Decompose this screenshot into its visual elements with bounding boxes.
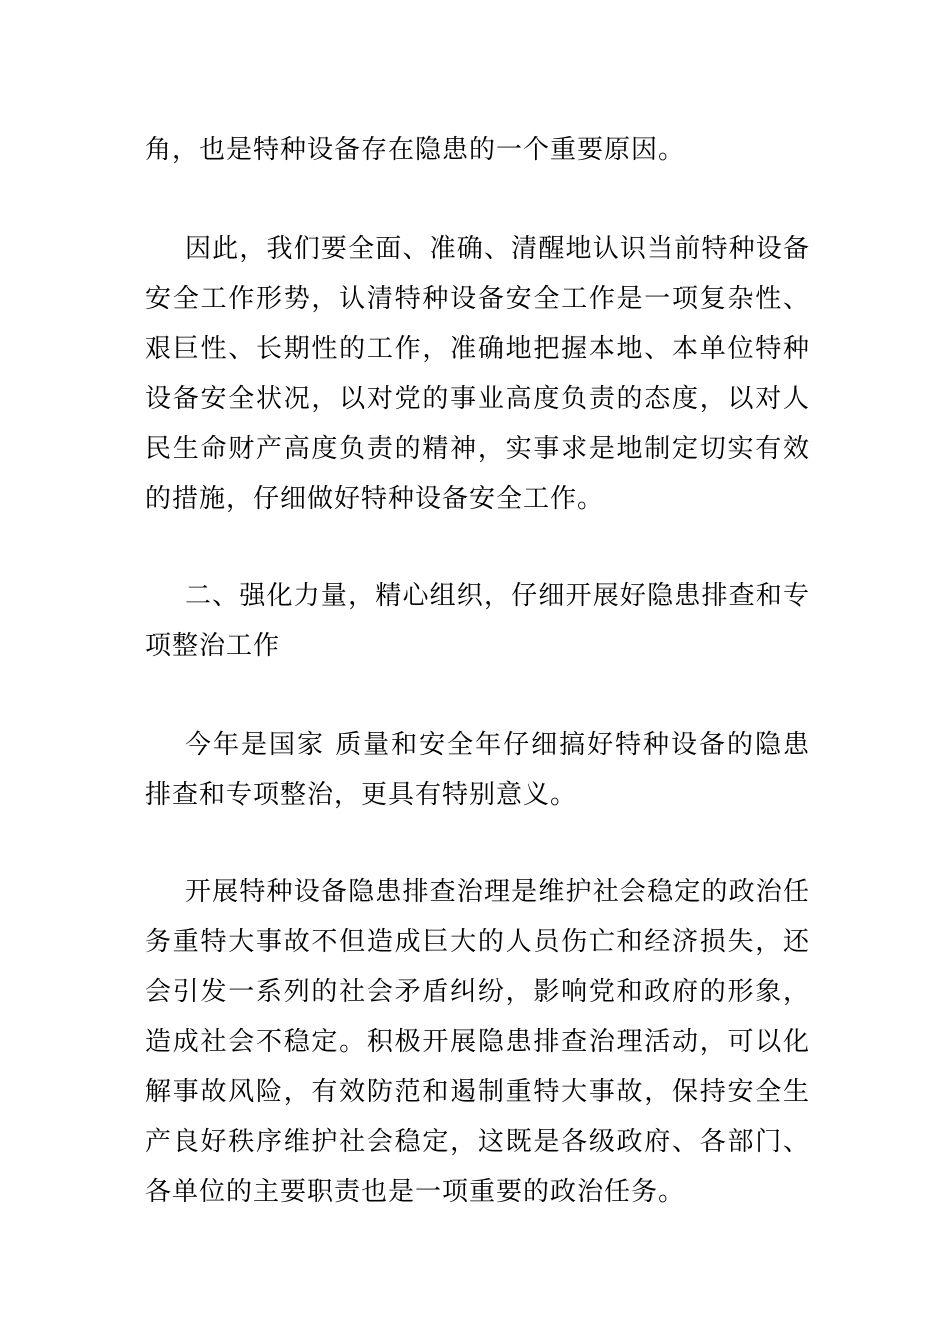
section-heading-two: 二、强化力量，精心组织，仔细开展好隐患排查和专项整治工作 <box>145 581 810 661</box>
paragraph-quality-safety-year: 今年是国家 质量和安全年仔细搞好特种设备的隐患排查和专项整治，更具有特别意义。 <box>145 730 810 810</box>
paragraph-situation-awareness: 因此，我们要全面、准确、清醒地认识当前特种设备安全工作形势，认清特种设备安全工作是一项复杂性、艰巨性、长期性的工作，准确地把握本地、本单位特种设备安全状况，以对党的事业高度负责的态度，以对人民生命财产高度负责的精神，实事求是地制定切实有效的措施，仔细做好特种设备安全工作。 <box>145 234 810 514</box>
paragraph-hazard-investigation: 开展特种设备隐患排查治理是维护社会稳定的政治任务重特大事故不但造成巨大的人员伤亡和经济损失，还会引发一系列的社会矛盾纠纷，影响党和政府的形象，造成社会不稳定。积极开展隐患排查治理活动，可以化解事故风险，有效防范和遏制重特大事故，保持安全生产良好秩序维护社会稳定，这既是各级政府、各部门、各单位的主要职责也是一项重要的政治任务。 <box>145 877 810 1207</box>
paragraph-continuation: 角，也是特种设备存在隐患的一个重要原因。 <box>145 135 686 165</box>
